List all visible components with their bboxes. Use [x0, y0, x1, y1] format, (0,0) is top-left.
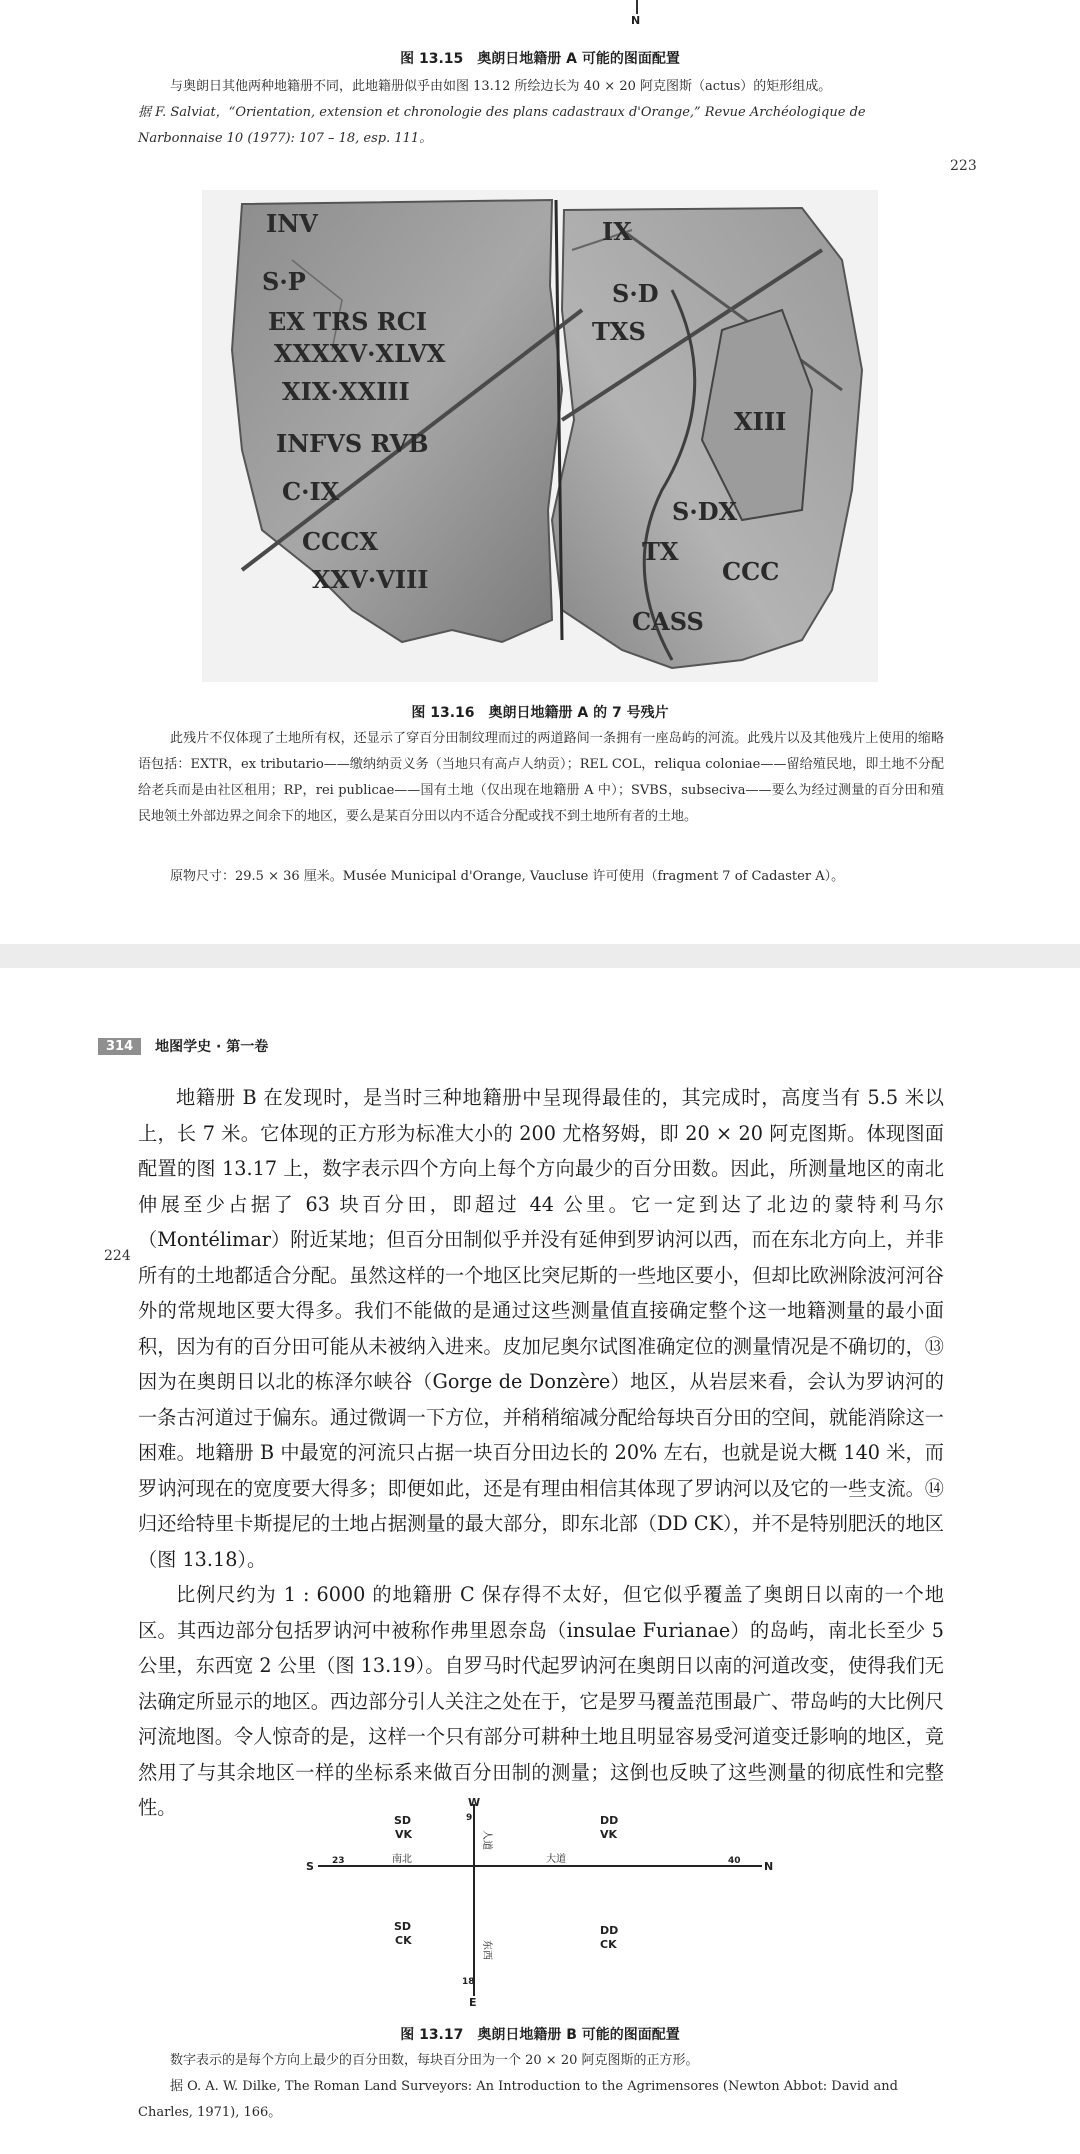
- compass-e: E: [469, 1996, 477, 2008]
- figure-13-17-diagram: [300, 1796, 780, 2008]
- inscription-right-6: TX: [642, 537, 679, 566]
- inscription-left-2: S·P: [262, 267, 306, 296]
- compass-n: N: [764, 1860, 774, 1873]
- inscription-left-7: C·IX: [282, 477, 340, 506]
- inscription-left-8: CCCX: [302, 527, 378, 556]
- quadrant-nw-1: SD: [394, 1814, 412, 1827]
- margin-page-224: 224: [104, 1248, 131, 1264]
- body-text: [138, 1080, 944, 1826]
- inscription-right-5: S·DX: [672, 497, 738, 526]
- label-renlu: 人道: [481, 1830, 492, 1850]
- margin-page-223: 223: [950, 158, 977, 174]
- page-number-badge: 314: [98, 1038, 141, 1055]
- figure-13-17-source: 据 O. A. W. Dilke, The Roman Land Surveyors: An Introduction to the Agrimensores (Newton Abbot: David and Charles, 1971), 166。: [138, 2079, 898, 2120]
- inscription-left-9: XXV·VIII: [312, 565, 429, 594]
- quadrant-se-2: CK: [600, 1938, 617, 1951]
- label-dongxi: 东西: [481, 1940, 492, 1960]
- inscription-right-4: XIII: [734, 407, 787, 436]
- inscription-right-1: IX: [602, 217, 632, 246]
- quadrant-se-1: DD: [600, 1924, 619, 1937]
- figure-13-17-title: 图 13.17 奥朗日地籍册 B 可能的图面配置: [400, 2027, 680, 2043]
- count-east: 18: [462, 1977, 475, 1987]
- compass-north-letter: N: [631, 14, 641, 27]
- quadrant-nw-2: VK: [395, 1828, 413, 1841]
- label-dadao: 大道: [546, 1854, 566, 1865]
- figure-13-15-source: 据 F. Salviat，“Orientation, extension et chronologie des plans cadastraux d'Orange,” Revue Archéologique de Narbonnaise 10 (1977): 107 – 18, esp. 111。: [138, 105, 866, 146]
- inscription-right-3: TXS: [592, 317, 646, 346]
- body-paragraph-2: 比例尺约为 1 : 6000 的地籍册 C 保存得不太好，但它似乎覆盖了奥朗日以南的一个地区。其西边部分包括罗讷河中被称作弗里恩奈岛（insulae Furianae）的岛屿，南北长至少 5 公里，东西宽 2 公里（图 13.19）。自罗马时代起罗讷河在奥朗日以南的河道改变，使得我们无法确定所显示的地区。西边部分引人关注之处在于，它是罗马覆盖范围最广、带岛屿的大比例尺河流地图。令人惊奇的是，这样一个只有部分可耕种土地且明显容易受河道变迁影响的地区，竟然用了与其余地区一样的坐标系来做百分田制的测量；这倒也反映了这些测量的彻底性和完整性。: [138, 1583, 944, 1819]
- inscription-left-1: INV: [266, 209, 318, 238]
- fragment-7-photo: [202, 190, 878, 682]
- figure-13-15-note: 与奥朗日其他两种地籍册不同，此地籍册似乎由如图 13.12 所绘边长为 40 × 20 阿克图斯（actus）的矩形组成。: [170, 79, 832, 94]
- compass-s: S: [306, 1860, 314, 1873]
- figure-13-16-title: 图 13.16 奥朗日地籍册 A 的 7 号残片: [411, 705, 669, 721]
- quadrant-ne-1: DD: [600, 1814, 619, 1827]
- compass-north-fragment: [636, 0, 638, 14]
- label-nanbei: 南北: [392, 1854, 412, 1865]
- running-title: 地图学史 · 第一卷: [155, 1039, 269, 1055]
- count-north: 40: [728, 1856, 741, 1866]
- quadrant-sw-1: SD: [394, 1920, 412, 1933]
- quadrant-sw-2: CK: [395, 1934, 412, 1947]
- inscription-left-6: INFVS RVB: [276, 429, 429, 458]
- inscription-left-3: EX TRS RCI: [268, 307, 428, 336]
- quadrant-ne-2: VK: [600, 1828, 618, 1841]
- figure-13-15-title: 图 13.15 奥朗日地籍册 A 可能的图面配置: [400, 51, 680, 67]
- inscription-left-5: XIX·XXIII: [282, 377, 410, 406]
- page-separator: [0, 944, 1080, 968]
- body-paragraph-1: 地籍册 B 在发现时，是当时三种地籍册中呈现得最佳的，其完成时，高度当有 5.5 米以上，长 7 米。它体现的正方形为标准大小的 200 尤格努姆，即 20 × 20 阿克图斯。体现图面配置的图 13.17 上，数字表示四个方向上每个方向最少的百分田数。因此，所测量地区的南北伸展至少占据了 63 块百分田，即超过 44 公里。它一定到达了北边的蒙特利马尔（Montélimar）附近某地；但百分田制似乎并没有延伸到罗讷河以西，而在东北方向上，并非所有的土地都适合分配。虽然这样的一个地区比突尼斯的一些地区要小，但却比欧洲除波河河谷外的常规地区要大得多。我们不能做的是通过这些测量值直接确定整个这一地籍测量的最小面积，因为有的百分田可能从未被纳入进来。皮加尼奥尔试图准确定位的测量情况是不确切的，⑬ 因为在奥朗日以北的栋泽尔峡谷（Gorge de Donzère）地区，从岩层来看，会认为罗讷河的一条古河道过于偏东。通过微调一下方位，并稍稍缩减分配给每块百分田的空间，就能消除这一困难。地籍册 B 中最宽的河流只占据一块百分田边长的 20% 左右，也就是说大概 140 米，而罗讷河现在的宽度要大得多；即便如此，还是有理由相信其体现了罗讷河以及它的一些支流。⑭ 归还给特里卡斯提尼的土地占据测量的最大部分，即东北部（DD CK），并不是特别肥沃的地区（图 13.18）。: [138, 1086, 944, 1571]
- running-header: [98, 1036, 268, 1056]
- inscription-right-8: CASS: [632, 607, 704, 636]
- inscription-right-7: CCC: [722, 557, 780, 586]
- figure-13-16-note: 此残片不仅体现了土地所有权，还显示了穿百分田制纹理而过的两道路间一条拥有一座岛屿的河流。此残片以及其他残片上使用的缩略语包括：EXTR，ex tributario——缴纳纳贡义务（当地只有高卢人纳贡）；REL COL，reliqua coloniae——留给殖民地，即土地不分配给老兵而是由社区租用；RP，rei publicae——国有土地（仅出现在地籍册 A 中）；SVBS，subseciva——要么为经过测量的百分田和殖民地领土外部边界之间余下的地区，要么是某百分田以内不适合分配或找不到土地所有者的土地。: [138, 731, 944, 824]
- inscription-right-2: S·D: [612, 279, 659, 308]
- count-west: 9: [466, 1813, 473, 1823]
- inscription-left-4: XXXXV·XLVX: [274, 339, 446, 368]
- compass-w: W: [468, 1796, 481, 1809]
- figure-13-17-note: 数字表示的是每个方向上最少的百分田数，每块百分田为一个 20 × 20 阿克图斯的正方形。: [170, 2053, 699, 2068]
- figure-13-16-source: 原物尺寸：29.5 × 36 厘米。Musée Municipal d'Orange, Vaucluse 许可使用（fragment 7 of Cadaster A）。: [170, 869, 845, 884]
- count-south: 23: [332, 1856, 345, 1866]
